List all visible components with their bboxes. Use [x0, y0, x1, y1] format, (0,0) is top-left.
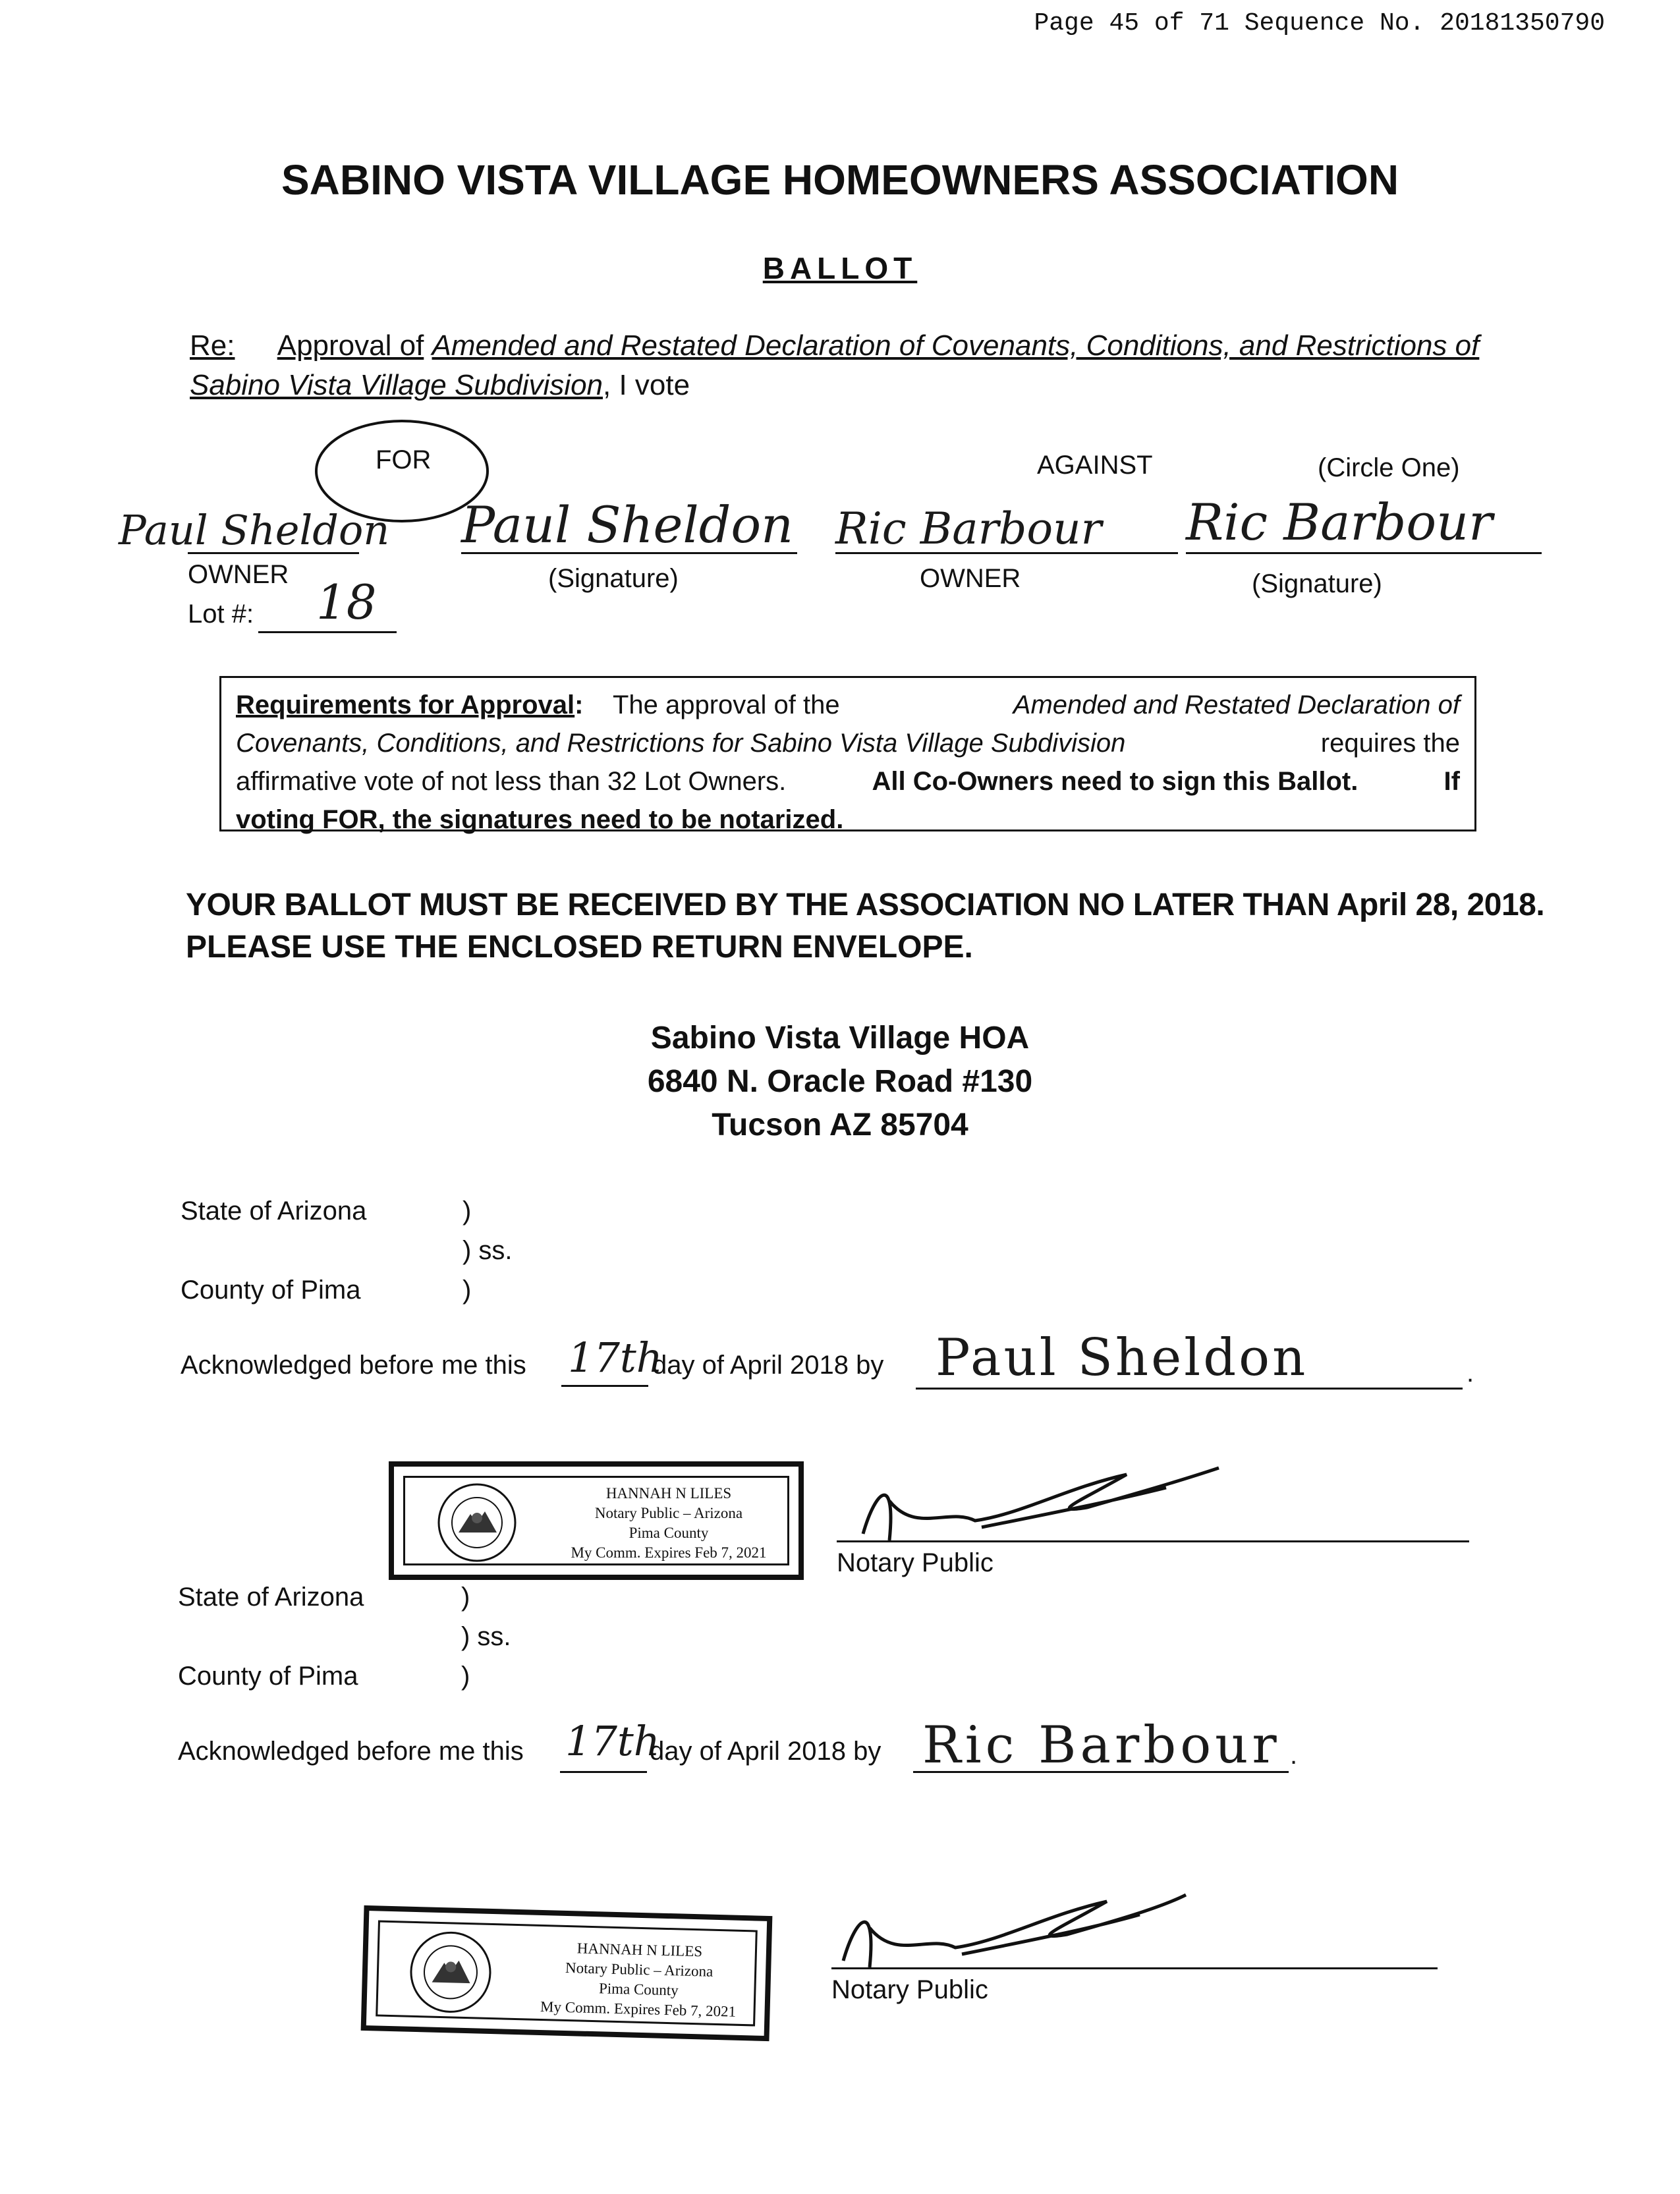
hoa-address-city: Tucson AZ 85704: [712, 1108, 968, 1142]
req-line-4: [236, 801, 1460, 839]
notary1-stamp-county: Pima County: [629, 1525, 709, 1541]
vote-against-option: AGAINST: [1037, 451, 1153, 480]
notary1-signature: [850, 1461, 1272, 1554]
signature2-label: (Signature): [1252, 569, 1382, 598]
ballot-heading: BALLOT: [762, 251, 918, 285]
re-approval: Approval of: [277, 329, 424, 362]
req-heading-colon: :: [574, 690, 584, 719]
notary1-stamp-text: [546, 1484, 792, 1563]
lot-label: Lot #:: [188, 600, 254, 629]
notary1-county: County of Pima: [181, 1276, 361, 1305]
notary1-paren-3: ): [462, 1276, 472, 1305]
notary2-stamp-name: HANNAH N LILES: [576, 1940, 703, 1960]
re-subdivision-name: Sabino Vista Village Subdivision: [190, 369, 603, 401]
hoa-address-name: Sabino Vista Village HOA: [650, 1021, 1030, 1055]
req-text-1b: Amended and Restated Declaration of: [1013, 690, 1460, 719]
owner2-label: OWNER: [920, 564, 1021, 593]
req-text-2b: requires the: [1320, 729, 1460, 758]
circle-one-note: (Circle One): [1318, 453, 1460, 482]
notary2-state-seal-icon: [383, 1925, 518, 2020]
vote-for-option: FOR: [376, 445, 432, 474]
notary2-signature: [830, 1882, 1225, 1981]
req-text-3b: All Co-Owners need to sign this Ballot.: [872, 767, 1358, 796]
re-label: Re:: [190, 329, 235, 362]
req-line-1: [236, 686, 1460, 724]
notary2-stamp-text: [518, 1937, 760, 2022]
notary1-signer-name: Paul Sheldon: [936, 1328, 1308, 1388]
req-text-2a: Covenants, Conditions, and Restrictions for Sabino Vista Village Subdivision: [236, 729, 1126, 758]
notary2-ack-text: Acknowledged before me this: [178, 1737, 524, 1766]
notary2-period: .: [1290, 1741, 1298, 1770]
re-document-name: Amended and Restated Declaration of Covenants, Conditions, and Restrictions of: [432, 329, 1480, 362]
notary2-day: 17th: [565, 1717, 660, 1765]
notary1-stamp-name: HANNAH N LILES: [605, 1485, 732, 1502]
owner1-label: OWNER: [188, 560, 289, 589]
notary2-stamp: [361, 1905, 773, 2041]
notary1-stamp-title: Notary Public – Arizona: [594, 1505, 743, 1521]
deadline-line-2: PLEASE USE THE ENCLOSED RETURN ENVELOPE.: [186, 930, 973, 965]
notary1-ss: ) ss.: [462, 1236, 513, 1265]
owner1-signature: Paul Sheldon: [461, 495, 794, 554]
req-line-3: [236, 762, 1460, 801]
lot-number-value: 18: [316, 575, 377, 630]
notary2-stamp-title: Notary Public – Arizona: [565, 1959, 714, 1980]
re-tail: , I vote: [603, 369, 690, 401]
req-text-3c: If: [1443, 767, 1460, 796]
notary1-day: 17th: [568, 1334, 663, 1382]
req-line-2: [236, 724, 1460, 762]
notary1-stamp-expires: My Comm. Expires Feb 7, 2021: [571, 1544, 767, 1561]
hoa-address-street: 6840 N. Oracle Road #130: [647, 1064, 1033, 1099]
req-heading: Requirements for Approval: [236, 690, 575, 719]
owner1-printed-name: Paul Sheldon: [119, 506, 390, 554]
signature1-label: (Signature): [548, 564, 679, 593]
requirements-box: [219, 676, 1476, 834]
notary2-ack-text-2: day of April 2018 by: [650, 1737, 882, 1766]
notary2-signer-name: Ric Barbour: [922, 1716, 1281, 1775]
notary1-paren-1: ): [462, 1196, 472, 1225]
notary2-paren-1: ): [461, 1583, 470, 1612]
owner2-printed-name: Ric Barbour: [835, 503, 1102, 554]
re-line-1: [190, 329, 1479, 362]
notary1-ack-text: Acknowledged before me this: [181, 1351, 526, 1380]
notary2-stamp-expires: My Comm. Expires Feb 7, 2021: [540, 1998, 737, 2020]
notary1-stamp: [389, 1461, 804, 1580]
owner2-signature: Ric Barbour: [1186, 493, 1493, 551]
notary2-state: State of Arizona: [178, 1583, 364, 1612]
notary2-stamp-county: Pima County: [598, 1980, 679, 1999]
notary2-public-label: Notary Public: [831, 1975, 988, 2004]
notary2-paren-3: ): [461, 1662, 470, 1691]
document-title: SABINO VISTA VILLAGE HOMEOWNERS ASSOCIATION: [281, 156, 1399, 204]
notary1-period: .: [1467, 1359, 1474, 1388]
req-text-1a: The approval of the: [612, 690, 840, 719]
re-line-2: [190, 369, 690, 402]
req-text-4: voting FOR, the signatures need to be notarized.: [236, 805, 844, 834]
req-text-3a: affirmative vote of not less than 32 Lot Owners.: [236, 767, 787, 796]
notary1-state: State of Arizona: [181, 1196, 367, 1225]
page-sequence-header: Page 45 of 71 Sequence No. 20181350790: [1034, 9, 1605, 38]
notary1-public-label: Notary Public: [837, 1548, 994, 1577]
notary1-ack-text-2: day of April 2018 by: [652, 1351, 884, 1380]
notary2-county: County of Pima: [178, 1662, 358, 1691]
notary2-ss: ) ss.: [461, 1622, 511, 1651]
notary1-state-seal-icon: [411, 1480, 543, 1565]
deadline-line-1: YOUR BALLOT MUST BE RECEIVED BY THE ASSOCIATION NO LATER THAN April 28, 2018.: [186, 887, 1545, 922]
